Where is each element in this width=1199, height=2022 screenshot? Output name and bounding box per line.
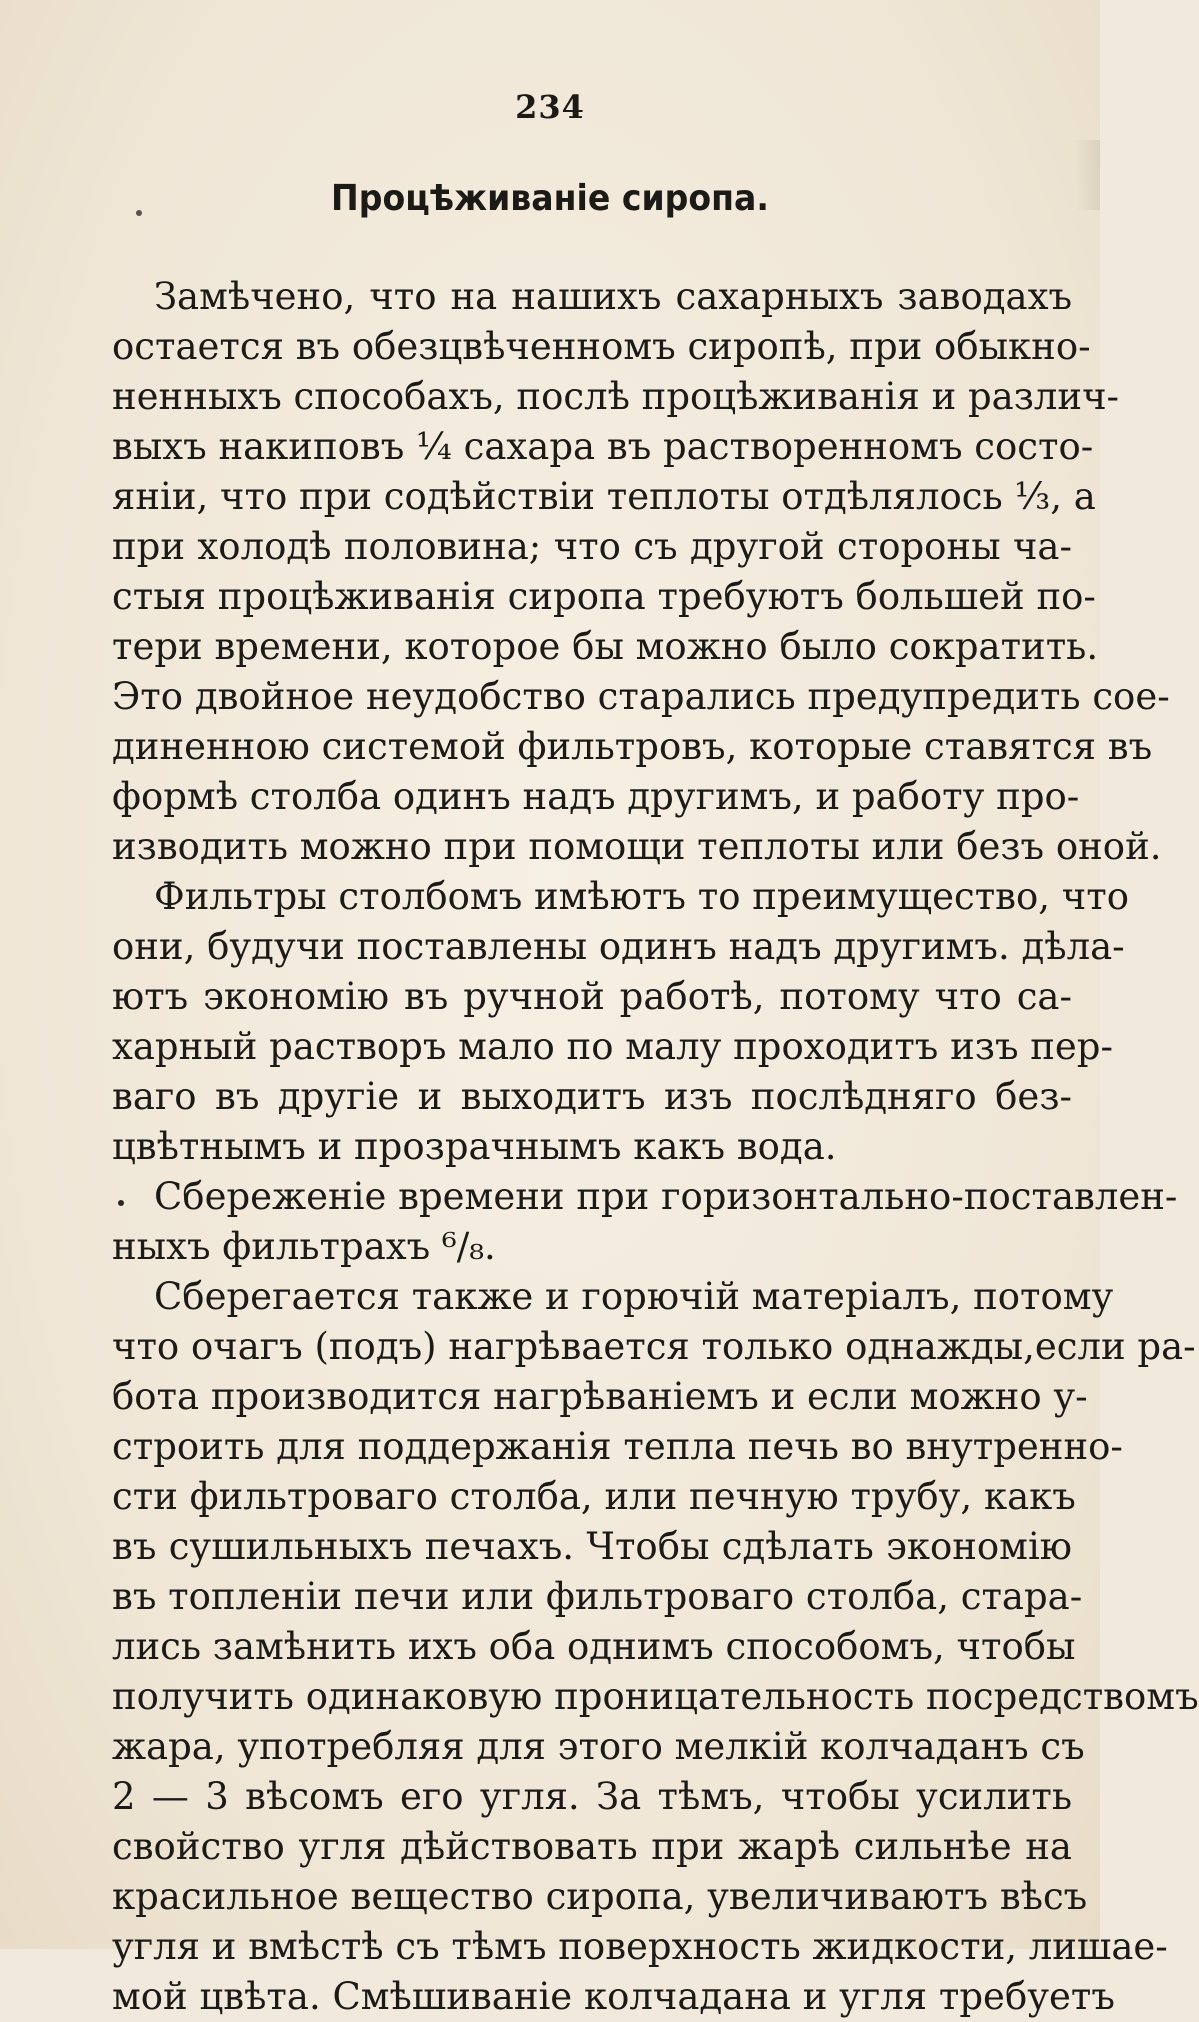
- body-text: [112, 272, 1199, 2022]
- text-line: строить для поддержанія тепла печь во внутренно-: [112, 1425, 1123, 1468]
- text-line: Фильтры столбомъ имѣютъ то преимущество, что: [154, 875, 1130, 918]
- text-line: 2 — 3 вѣсомъ его угля. За тѣмъ, чтобы усилить: [112, 1775, 1072, 1818]
- text-line: получить одинаковую проницательность посредствомъ: [112, 1675, 1199, 1718]
- text-line: въ сушильныхъ печахъ. Чтобы сдѣлать экономію: [112, 1525, 1072, 1568]
- page-title: Процѣживаніе сиропа.: [331, 178, 769, 219]
- text-line: цвѣтнымъ и прозрачнымъ какъ вода.: [112, 1125, 837, 1168]
- text-line: формѣ столба одинъ надъ другимъ, и работу про-: [112, 775, 1080, 818]
- text-line: что очагъ (подъ) нагрѣвается только однажды,если ра-: [112, 1325, 1196, 1368]
- text-line: яніи, что при содѣйствіи теплоты отдѣлялось ⅓, а: [112, 475, 1096, 518]
- text-line: ваго въ другіе и выходитъ изъ послѣдняго без-: [112, 1075, 1072, 1118]
- text-line: свойство угля дѣйствовать при жарѣ сильнѣе на: [112, 1825, 1072, 1868]
- text-line: мой цвѣта. Смѣшиваніе колчадана и угля требуетъ: [112, 1975, 1115, 2018]
- page-number: 234: [515, 88, 585, 126]
- text-line: остается въ обезцвѣченномъ сиропѣ, при обыкно-: [112, 325, 1091, 368]
- text-line: выхъ накиповъ ¼ сахара въ растворенномъ состо-: [112, 425, 1094, 468]
- text-line: жара, употребляя для этого мелкій колчаданъ съ: [112, 1725, 1085, 1768]
- text-line: угля и вмѣстѣ съ тѣмъ поверхность жидкости, лишае-: [112, 1925, 1168, 1968]
- text-line: ныхъ фильтрахъ ⁶/₈.: [112, 1225, 496, 1268]
- text-line: Сберегается также и горючій матеріалъ, потому: [154, 1275, 1114, 1318]
- text-line: сти фильтроваго столба, или печную трубу, какъ: [112, 1475, 1076, 1518]
- text-line: Замѣчено, что на нашихъ сахарныхъ заводахъ: [154, 275, 1072, 318]
- page-edge-shadow: [1074, 140, 1100, 210]
- text-line: лись замѣнить ихъ оба однимъ способомъ, чтобы: [112, 1625, 1076, 1668]
- text-line: они, будучи поставлены одинъ надъ другимъ. дѣла-: [112, 925, 1125, 968]
- text-line: диненною системой фильтровъ, которые ставятся въ: [112, 725, 1153, 768]
- text-line: въ топленіи печи или фильтроваго столба, стара-: [112, 1575, 1083, 1618]
- text-line: бота производится нагрѣваніемъ и если можно у-: [112, 1375, 1088, 1418]
- text-line: Это двойное неудобство старались предупредить сое-: [112, 675, 1170, 718]
- text-line: красильное вещество сиропа, увеличиваютъ вѣсъ: [112, 1875, 1088, 1918]
- text-line: харный растворъ мало по малу проходитъ изъ пер-: [112, 1025, 1113, 1068]
- text-line: стыя процѣживанія сиропа требуютъ большей по-: [112, 575, 1096, 618]
- text-line: ненныхъ способахъ, послѣ процѣживанія и различ-: [112, 375, 1120, 418]
- text-line: Сбереженіе времени при горизонтально-поставлен-: [112, 1172, 1072, 1222]
- text-line: изводить можно при помощи теплоты или безъ оной.: [112, 825, 1162, 868]
- text-line: при холодѣ половина; что съ другой стороны ча-: [112, 525, 1072, 568]
- text-line: тери времени, которое бы можно было сократить.: [112, 625, 1099, 668]
- text-line: ютъ экономію въ ручной работѣ, потому что са-: [112, 975, 1072, 1018]
